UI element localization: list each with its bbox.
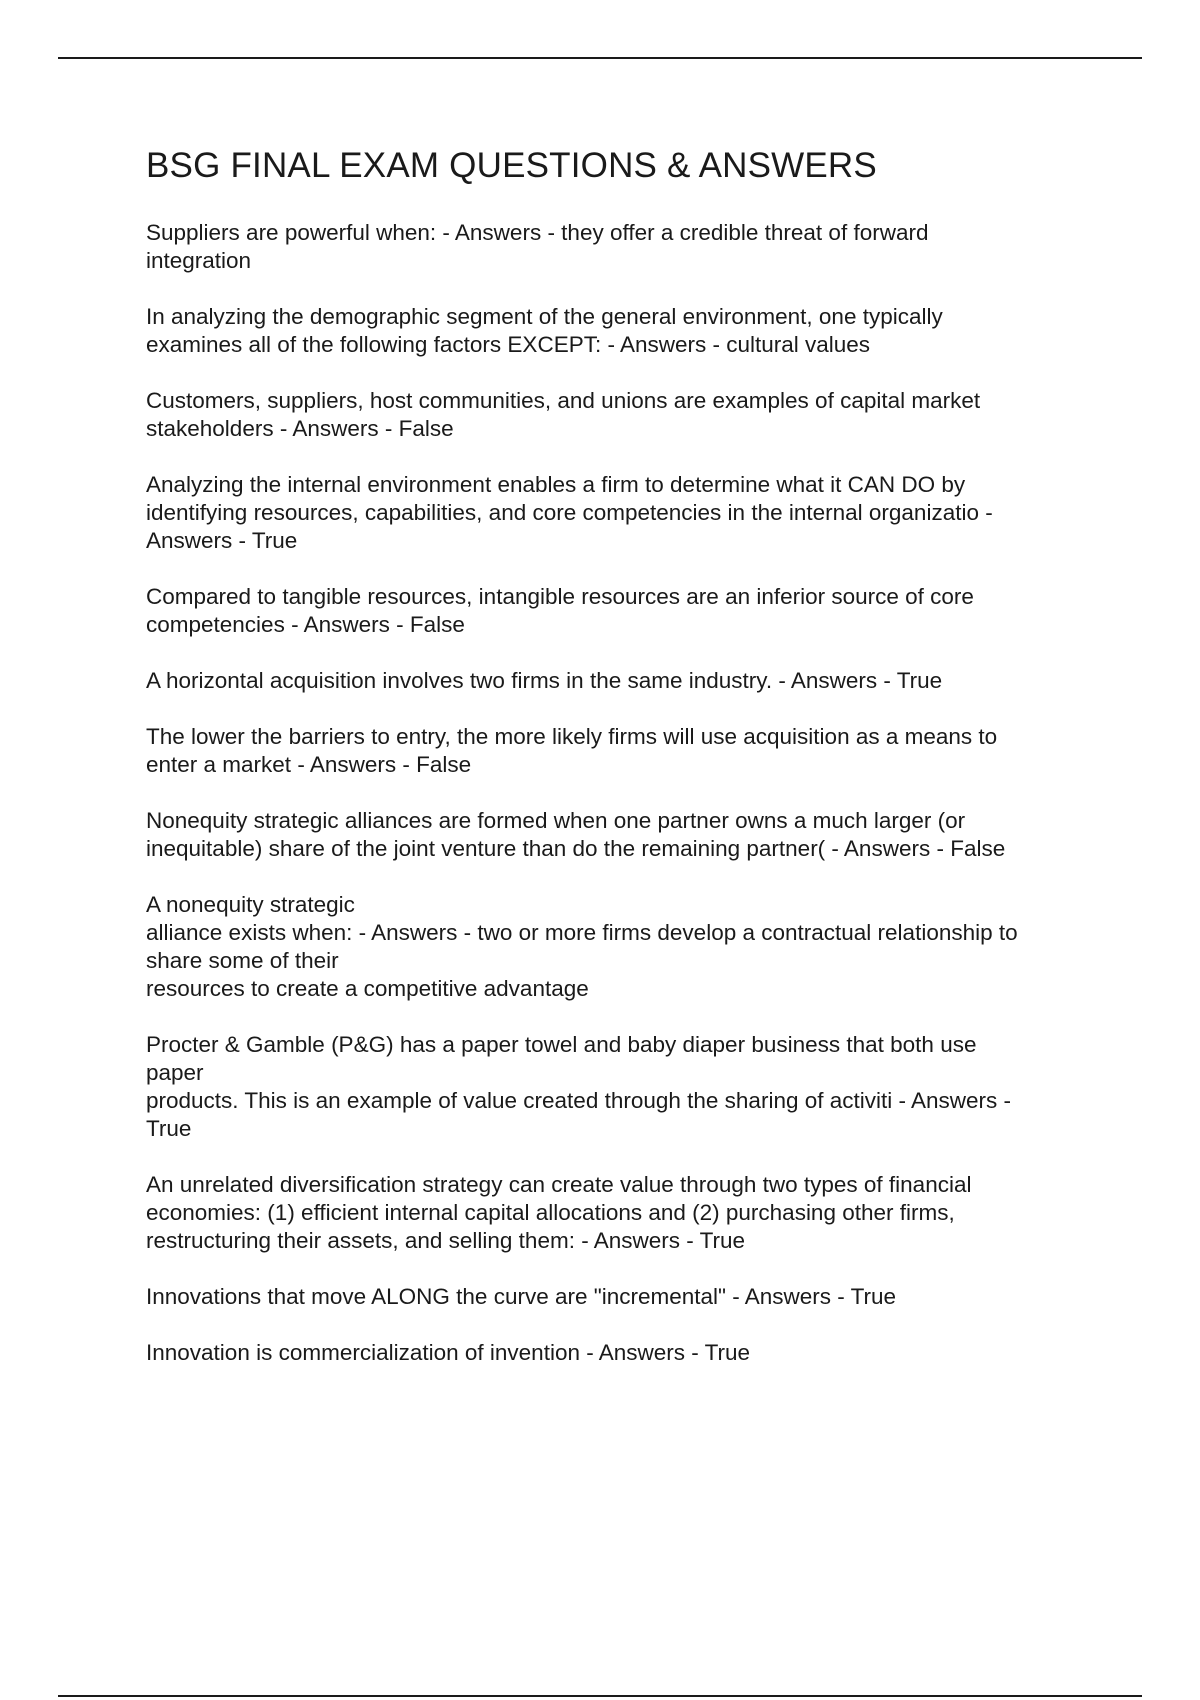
qa-item: Compared to tangible resources, intangible resources are an inferior source of core competencies - Answers - False (146, 584, 974, 637)
qa-item: An unrelated diversification strategy can create value through two types of financial economies: (1) efficient internal capital allocations and (2) purchasing other firms, restructuring their assets, and selling them: - Answers - True (146, 1172, 972, 1253)
qa-item: Nonequity strategic alliances are formed when one partner owns a much larger (or inequitable) share of the joint venture than do the remaining partner( - Answers - False (146, 808, 1006, 861)
qa-item: Innovations that move ALONG the curve are "incremental" - Answers - True (146, 1284, 897, 1309)
header-rule (58, 57, 1142, 59)
qa-item: Procter & Gamble (P&G) has a paper towel and baby diaper business that both use paper products. This is an example of value created through the sharing of activiti - Answers - True (146, 1032, 1012, 1141)
qa-item: A horizontal acquisition involves two firms in the same industry. - Answers - True (146, 668, 943, 693)
qa-item: The lower the barriers to entry, the more likely firms will use acquisition as a means to enter a market - Answers - False (146, 724, 998, 777)
qa-item: Innovation is commercialization of invention - Answers - True (146, 1340, 751, 1365)
qa-item: Customers, suppliers, host communities, and unions are examples of capital market stakeholders - Answers - False (146, 388, 981, 441)
footer-rule (58, 1695, 1142, 1697)
document-title: BSG FINAL EXAM QUESTIONS & ANSWERS (146, 146, 877, 185)
qa-item: Suppliers are powerful when: - Answers - they offer a credible threat of forward integration (146, 220, 929, 273)
qa-item: Analyzing the internal environment enables a firm to determine what it CAN DO by identifying resources, capabilities, and core competencies in the internal organizatio - Answers - True (146, 472, 993, 553)
qa-item: In analyzing the demographic segment of the general environment, one typically examines all of the following factors EXCEPT: - Answers - cultural values (146, 304, 943, 357)
document-body (146, 140, 1096, 1395)
qa-item: A nonequity strategic alliance exists when: - Answers - two or more firms develop a contractual relationship to share some of their resources to create a competitive advantage (146, 892, 1018, 1001)
